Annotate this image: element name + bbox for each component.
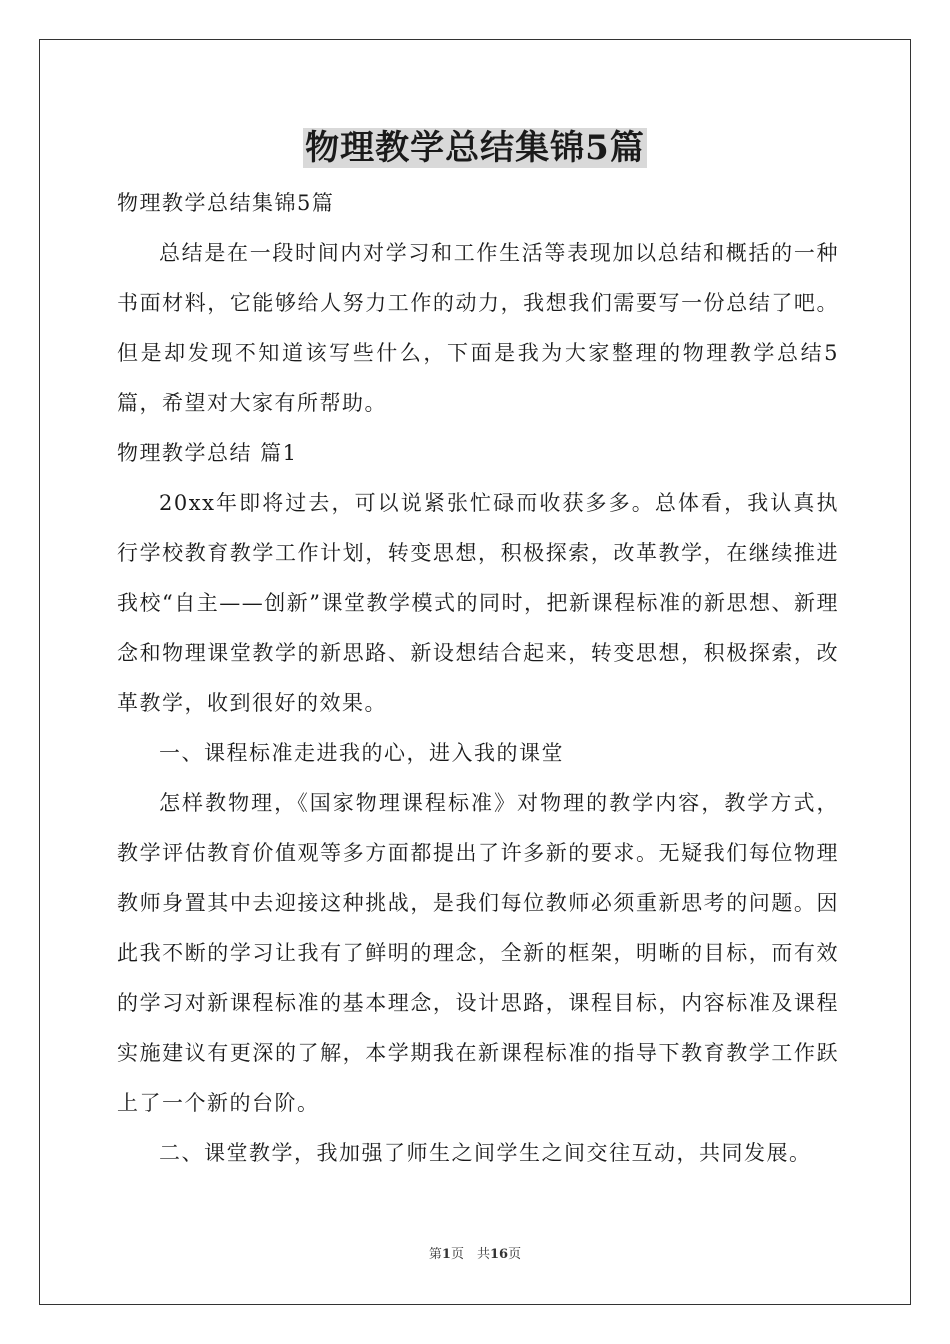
point-heading: 一、课程标准走进我的心，进入我的课堂 xyxy=(159,741,564,765)
point-heading: 二、课堂教学，我加强了师生之间学生之间交往互动，共同发展。 xyxy=(159,1141,812,1165)
footer-total-pages: 16 xyxy=(489,1247,509,1262)
document-title xyxy=(0,126,950,170)
section-heading: 物理教学总结 篇1 xyxy=(117,441,298,465)
document-title-text: 物理教学总结集锦5篇 xyxy=(305,128,645,168)
footer-mid: 页 共 xyxy=(450,1247,490,1262)
body-paragraph: 怎样教物理，《国家物理课程标准》对物理的教学内容，教学方式，教学评估教育价值观等多方面都提出了许多新的要求。无疑我们每位物理教师身置其中去迎接这种挑战，是我们每位教师必须重新思考的问题。因此我不断的学习让我有了鲜明的理念，全新的框架，明晰的目标，而有效的学习对新课程标准的基本理念，设计思路，课程目标，内容标准及课程实施建议有更深的了解，本学期我在新课程标准的指导下教育教学工作跃上了一个新的台阶。 xyxy=(117,791,839,1115)
footer-current-page: 1 xyxy=(441,1247,451,1262)
intro-paragraph: 总结是在一段时间内对学习和工作生活等表现加以总结和概括的一种书面材料，它能够给人努力工作的动力，我想我们需要写一份总结了吧。但是却发现不知道该写些什么，下面是我为大家整理的物理教学总结5篇，希望对大家有所帮助。 xyxy=(117,241,839,415)
footer-prefix: 第 xyxy=(428,1247,442,1262)
document-subtitle: 物理教学总结集锦5篇 xyxy=(117,191,335,215)
page-footer xyxy=(0,1246,950,1264)
document-body xyxy=(117,178,839,1178)
footer-suffix: 页 xyxy=(508,1247,522,1262)
body-paragraph: 20xx年即将过去，可以说紧张忙碌而收获多多。总体看，我认真执行学校教育教学工作计划，转变思想，积极探索，改革教学，在继续推进我校“自主——创新”课堂教学模式的同时，把新课程标准的新思想、新理念和物理课堂教学的新思路、新设想结合起来，转变思想，积极探索，改革教学，收到很好的效果。 xyxy=(117,491,839,715)
